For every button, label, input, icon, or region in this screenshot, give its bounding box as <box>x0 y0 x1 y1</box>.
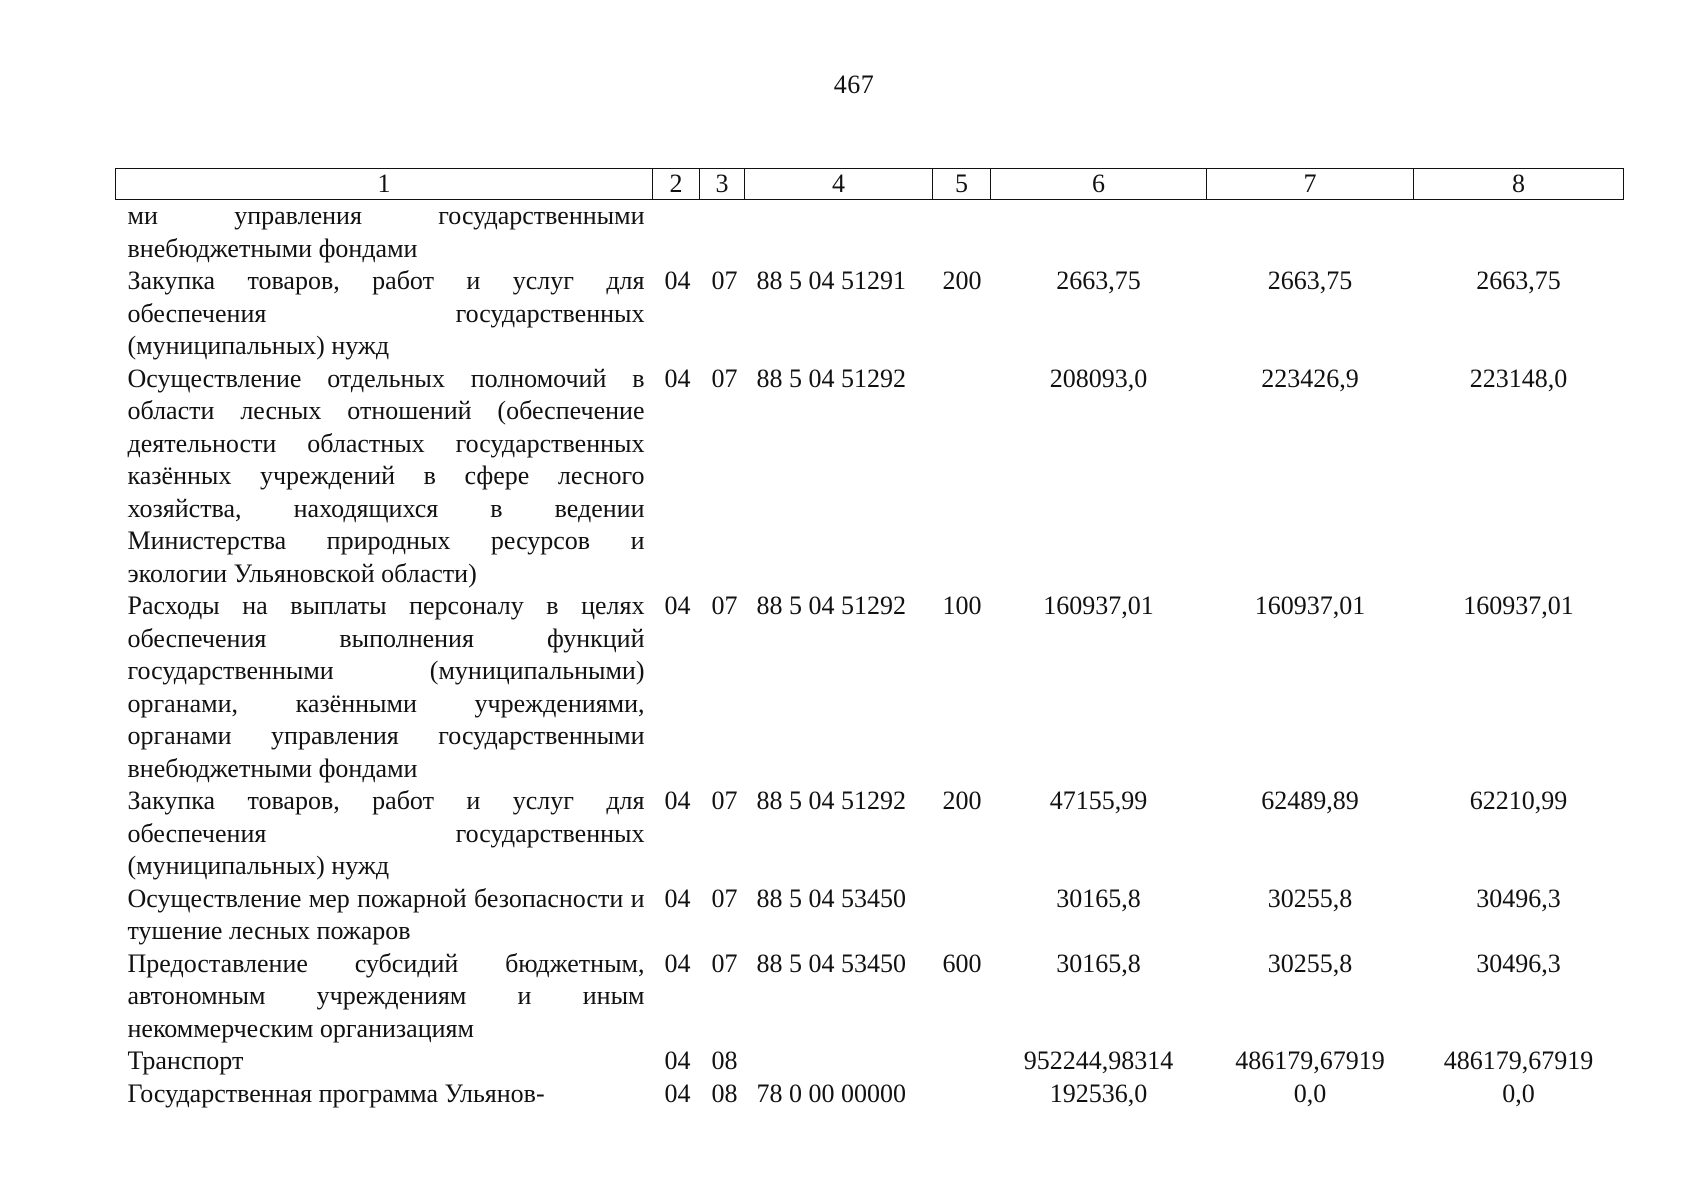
table-row <box>116 883 1624 948</box>
table-row <box>116 948 1624 1046</box>
header-col-6: 6 <box>991 169 1207 200</box>
row-section: 04 <box>664 1046 691 1075</box>
row-expense-type <box>933 363 991 591</box>
row-target-article: 88 5 04 51292 <box>756 786 906 815</box>
row-target-article: 88 5 04 53450 <box>756 948 906 978</box>
header-col-1: 1 <box>116 169 653 200</box>
row-name: Транспорт <box>127 1046 244 1075</box>
table-row <box>116 200 1624 266</box>
row-subsection: 07 <box>711 363 738 393</box>
row-amount-8: 2663,75 <box>1476 266 1561 295</box>
row-name: Закупка товаров, работ и услуг для обеспечения государственных (муниципальных) нужд <box>127 786 645 880</box>
row-target-article: 88 5 04 53450 <box>756 883 906 913</box>
row-amount-7: 486179,67919 <box>1235 1046 1385 1075</box>
row-amount-8: 30496,3 <box>1476 883 1561 913</box>
table-row <box>116 785 1624 883</box>
row-amount-7: 62489,89 <box>1261 786 1359 815</box>
row-target-article: 88 5 04 51292 <box>756 591 906 620</box>
row-amount-7: 0,0 <box>1293 1078 1327 1108</box>
table-row <box>116 363 1624 591</box>
row-subsection <box>700 200 745 266</box>
table-row <box>116 1078 1624 1111</box>
row-amount-8: 62210,99 <box>1469 786 1568 815</box>
row-amount-7: 223426,9 <box>1261 363 1359 393</box>
row-amount-6 <box>991 200 1207 266</box>
row-amount-6: 952244,98314 <box>1023 1046 1174 1075</box>
row-name: ми управления государственными внебюджетными фондами <box>127 201 645 263</box>
row-target-article: 88 5 04 51291 <box>756 266 906 295</box>
table-row <box>116 590 1624 785</box>
header-col-2: 2 <box>653 169 700 200</box>
header-row <box>116 169 1624 200</box>
row-section: 04 <box>664 948 691 978</box>
row-amount-6: 2663,75 <box>1056 266 1141 295</box>
table-row <box>116 265 1624 363</box>
header-col-5: 5 <box>933 169 991 200</box>
row-expense-type: 600 <box>942 948 982 978</box>
row-expense-type <box>933 1078 991 1111</box>
row-target-article <box>745 1045 933 1078</box>
row-subsection: 08 <box>711 1078 738 1108</box>
row-section: 04 <box>664 786 691 815</box>
row-section: 04 <box>664 883 691 913</box>
row-amount-6: 30165,8 <box>1056 948 1141 978</box>
row-amount-6: 160937,01 <box>1043 591 1154 620</box>
page-number: 467 <box>833 70 875 99</box>
row-name: Осуществление мер пожарной безопасности и тушение лесных пожаров <box>127 883 645 945</box>
row-amount-6: 30165,8 <box>1056 883 1141 913</box>
header-col-3: 3 <box>700 169 745 200</box>
row-amount-7: 2663,75 <box>1267 266 1353 295</box>
row-amount-7: 160937,01 <box>1254 591 1366 620</box>
row-expense-type: 100 <box>942 591 982 620</box>
row-amount-8: 160937,01 <box>1463 591 1574 620</box>
header-col-8: 8 <box>1414 169 1624 200</box>
row-name: Расходы на выплаты персоналу в целях обеспечения выполнения функций государственными (муниципальными) органами, казёнными учреждениями, органами управления государственными внебюджетными фондами <box>127 591 645 783</box>
row-name: Закупка товаров, работ и услуг для обеспечения государственных (муниципальных) нужд <box>127 266 645 360</box>
header-col-4: 4 <box>745 169 933 200</box>
row-subsection: 07 <box>711 591 738 620</box>
row-name: Предоставление субсидий бюджетным, автономным учреждениям и иным некоммерческим организациям <box>127 948 645 1043</box>
row-target-article <box>745 200 933 266</box>
row-amount-6: 47155,99 <box>1049 786 1148 815</box>
row-name: Осуществление отдельных полномочий в области лесных отношений (обеспечение деятельности областных государственных казённых учреждений в сфере лесного хозяйства, находящихся в ведении Министерства природных ресурсов и экологии Ульяновской области) <box>127 363 645 588</box>
row-subsection: 07 <box>711 266 738 295</box>
row-section: 04 <box>664 266 691 295</box>
row-target-article: 88 5 04 51292 <box>756 363 906 393</box>
row-amount-8: 0,0 <box>1502 1078 1535 1108</box>
row-name: Государственная программа Ульянов- <box>127 1078 545 1108</box>
row-amount-6: 192536,0 <box>1049 1078 1148 1108</box>
row-amount-8: 223148,0 <box>1469 363 1568 393</box>
row-amount-8 <box>1414 200 1624 266</box>
row-amount-7: 30255,8 <box>1267 883 1353 913</box>
row-amount-6: 208093,0 <box>1049 363 1148 393</box>
budget-table <box>115 168 1624 1110</box>
row-expense-type: 200 <box>942 266 982 295</box>
row-amount-7 <box>1207 200 1414 266</box>
row-expense-type: 200 <box>942 786 982 815</box>
row-target-article: 78 0 00 00000 <box>756 1078 906 1108</box>
row-subsection: 07 <box>711 786 738 815</box>
table-row <box>116 1045 1624 1078</box>
row-amount-8: 30496,3 <box>1476 948 1561 978</box>
row-amount-8: 486179,67919 <box>1443 1046 1594 1075</box>
row-amount-7: 30255,8 <box>1267 948 1353 978</box>
row-subsection: 08 <box>711 1046 738 1075</box>
row-subsection: 07 <box>711 883 738 913</box>
header-col-7: 7 <box>1207 169 1414 200</box>
row-expense-type <box>933 200 991 266</box>
row-section: 04 <box>664 591 691 620</box>
row-section: 04 <box>664 1078 691 1108</box>
row-section <box>653 200 700 266</box>
table-body <box>116 200 1624 1111</box>
row-expense-type <box>933 883 991 948</box>
row-subsection: 07 <box>711 948 738 978</box>
table-header <box>116 169 1624 200</box>
row-section: 04 <box>664 363 691 393</box>
row-expense-type <box>933 1045 991 1078</box>
